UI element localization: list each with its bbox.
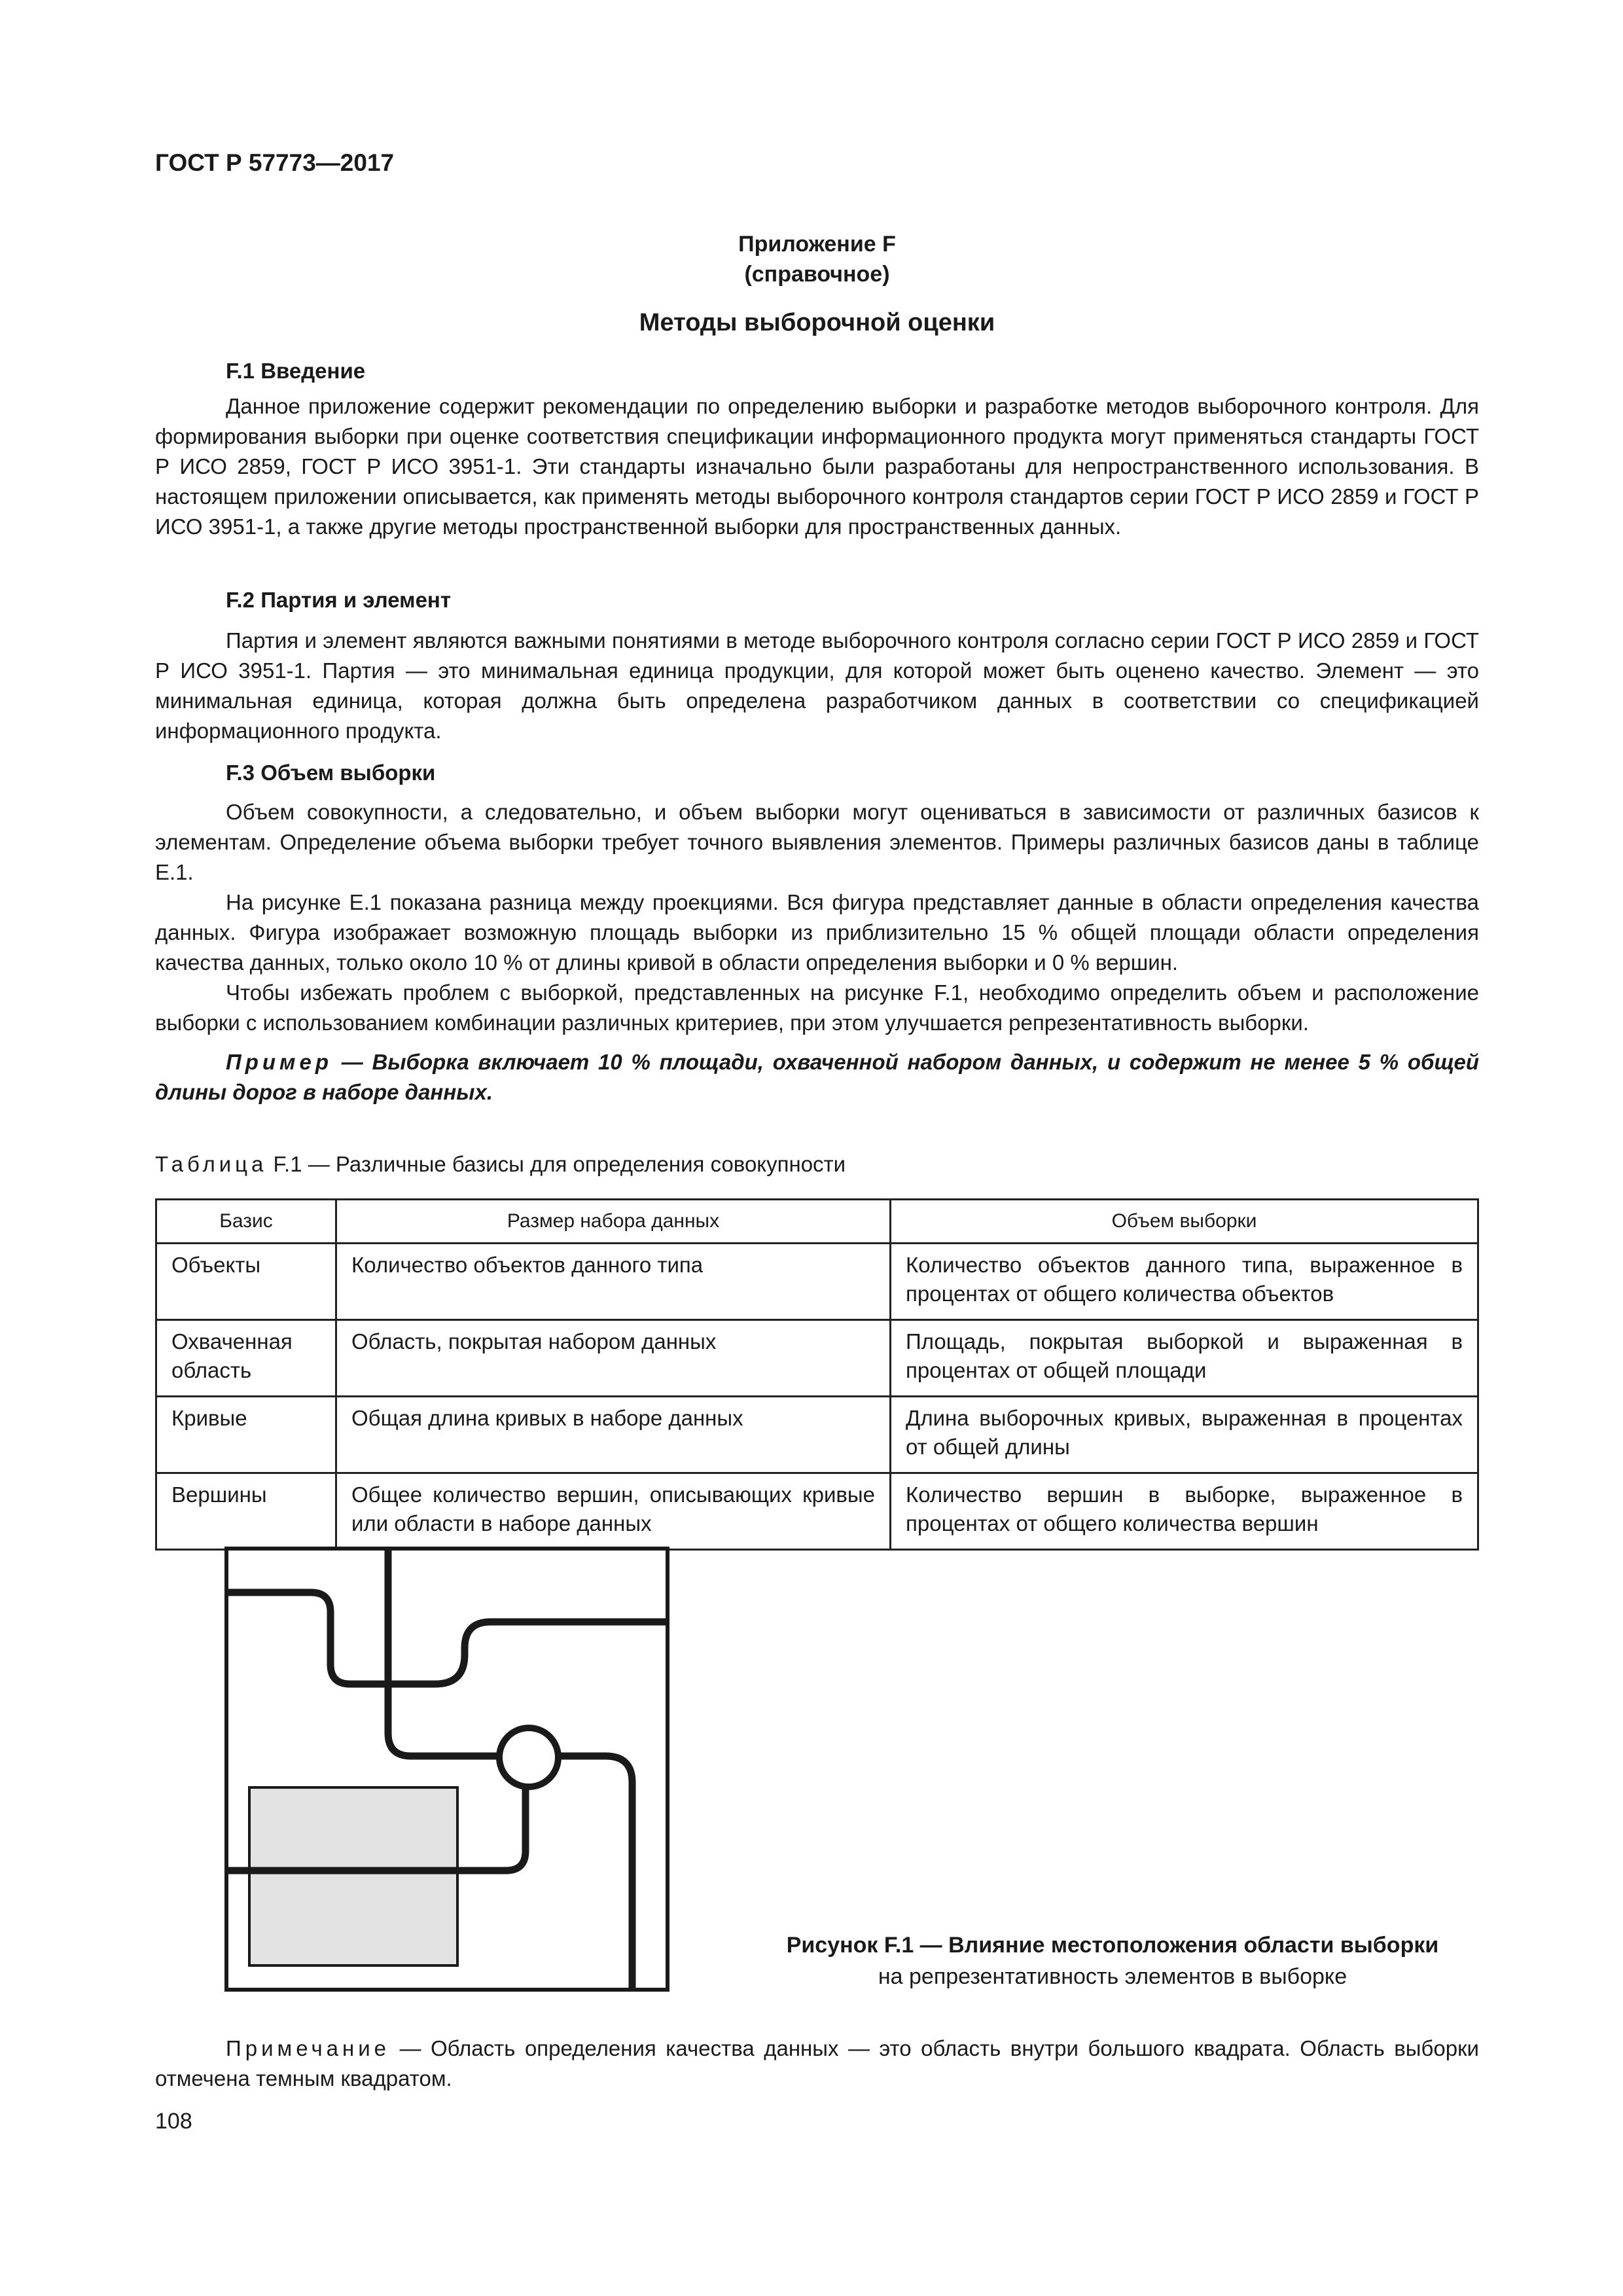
table-cell: Объекты [156,1244,336,1320]
table-header-row [156,1200,1478,1244]
table-cell: Общее количество вершин, описывающих кривые или области в наборе данных [336,1473,891,1550]
table-caption-label: Таблица [155,1152,268,1176]
annex-type: (справочное) [744,262,890,287]
section-f3-body [155,797,1479,1107]
paragraph: Партия и элемент являются важными понятиями в методе выборочного контроля согласно серии ГОСТ Р ИСО 2859 и ГОСТ Р ИСО 3951-1. Партия — это минимальная единица продукции, для которой может быть оценено качество. Элемент — это минимальная единица, которая должна быть определена разработчиком данных в соответствии со спецификацией информационного продукта. [155,628,1479,743]
table-row [156,1320,1478,1397]
sample-area-square [249,1787,457,1965]
document-id: ГОСТ Р 57773—2017 [155,149,395,176]
section-heading-f2: F.2 Партия и элемент [226,588,452,612]
section-f2-body [155,626,1479,746]
column-header: Объем выборки [891,1200,1478,1244]
note-label: Примечание [226,2036,391,2060]
example-text: — Выборка включает 10 % площади, охваченной набором данных, и содержит не менее 5 % общей длины дорог в наборе данных. [155,1050,1479,1104]
section-heading-f3: F.3 Объем выборки [226,761,436,785]
annex-header [155,229,1479,289]
paragraph: Чтобы избежать проблем с выборкой, представленных на рисунке F.1, необходимо определить объем и расположение выборки с использованием комбинации различных критериев, при этом улучшается репрезентативность выборки. [155,980,1479,1035]
column-header: Размер набора данных [336,1200,891,1244]
note-paragraph [155,2034,1479,2094]
column-header: Базис [156,1200,336,1244]
table-row [156,1397,1478,1473]
figure-caption-title: Рисунок F.1 — Влияние местоположения области выборки [786,1933,1439,1958]
table-cell: Количество объектов данного типа [336,1244,891,1320]
table-row [156,1473,1478,1550]
bases-table [155,1198,1479,1551]
example-label: Пример [226,1050,332,1074]
table-cell: Длина выборочных кривых, выраженная в процентах от общей длины [891,1397,1478,1473]
figure-sampling-diagram [224,1547,669,1992]
table-caption-text: F.1 — Различные базисы для определения совокупности [267,1152,846,1176]
paragraph: Объем совокупности, а следовательно, и объем выборки могут оцениваться в зависимости от различных базисов к элементам. Определение объема выборки требует точного выявления элементов. Примеры различных базисов даны в таблице Е.1. [155,800,1479,884]
section-heading-f1: F.1 Введение [226,359,366,383]
table-cell: Область, покрытая набором данных [336,1320,891,1397]
table-cell: Общая длина кривых в наборе данных [336,1397,891,1473]
annex-label: Приложение F [738,232,896,257]
note-text: — Область определения качества данных — это область внутри большого квадрата. Область выборки отмечена темным квадратом. [155,2036,1479,2090]
page-number: 108 [155,2109,192,2134]
example-paragraph [155,1047,1479,1107]
figure-caption-subtitle: на репрезентативность элементов в выборке [878,1964,1347,1989]
table-cell: Количество объектов данного типа, выраженное в процентах от общего количества объектов [891,1244,1478,1320]
figure-caption [753,1929,1472,1992]
table-cell: Вершины [156,1473,336,1550]
paragraph: На рисунке Е.1 показана разница между проекциями. Вся фигура представляет данные в области определения качества данных. Фигура изображает возможную площадь выборки из приблизительно 15 % общей площади области определения качества данных, только около 10 % от длины кривой в области определения выборки и 0 % вершин. [155,890,1479,975]
table-cell: Площадь, покрытая выборкой и выраженная в процентах от общей площади [891,1320,1478,1397]
table-caption [155,1152,846,1177]
junction-circle [499,1728,558,1787]
annex-title: Методы выборочной оценки [639,309,995,336]
table-cell: Количество вершин в выборке, выраженное в процентах от общего количества вершин [891,1473,1478,1550]
paragraph: Данное приложение содержит рекомендации по определению выборки и разработке методов выборочного контроля. Для формирования выборки при оценке соответствия спецификации информационного продукта могут применяться стандарты ГОСТ Р ИСО 2859, ГОСТ Р ИСО 3951-1. Эти стандарты изначально были разработаны для непространственного использования. В настоящем приложении описывается, как применять методы выборочного контроля стандартов серии ГОСТ Р ИСО 2859 и ГОСТ Р ИСО 3951-1, а также другие методы пространственной выборки для пространственных данных. [155,394,1479,539]
note [155,2034,1479,2094]
section-f1-body [155,391,1479,542]
table-cell: Охваченная область [156,1320,336,1397]
table-row [156,1244,1478,1320]
table-cell: Кривые [156,1397,336,1473]
